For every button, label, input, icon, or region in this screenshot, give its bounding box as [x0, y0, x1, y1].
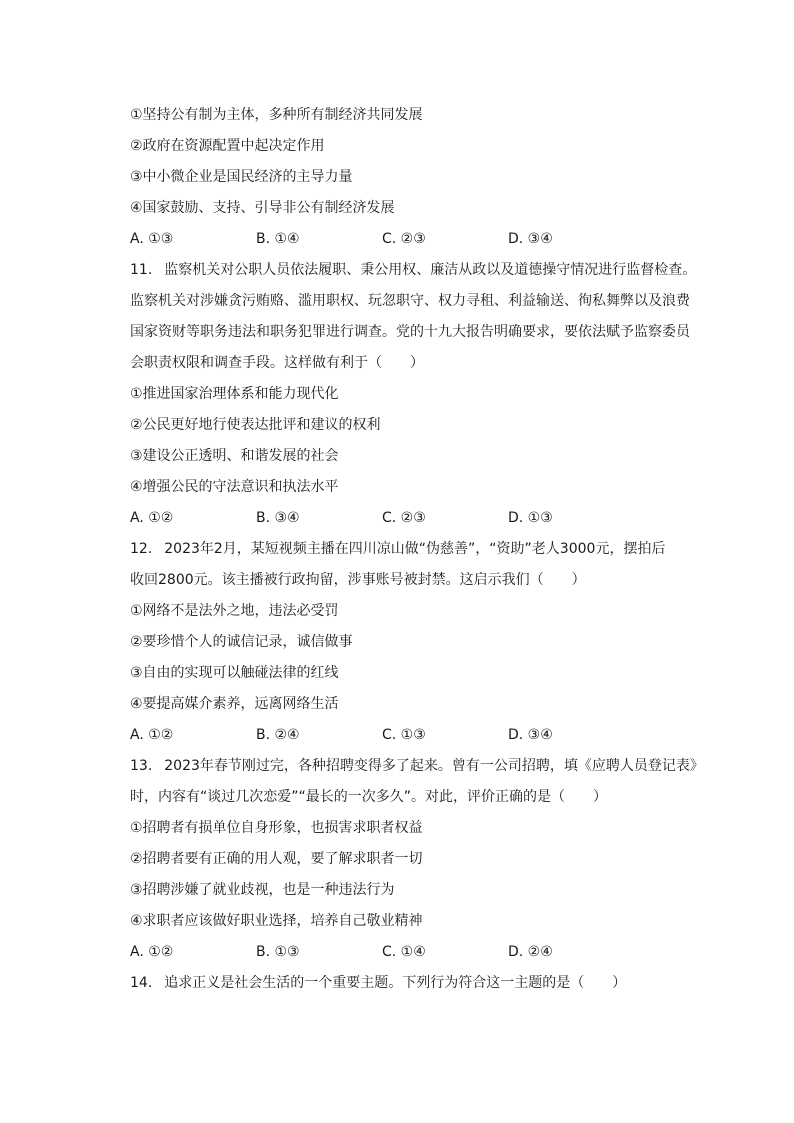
- option-4: ④要提高媒介素养，远离网络生活: [130, 696, 339, 712]
- answer-choices: [130, 224, 700, 255]
- choice-a: A. ①③: [130, 231, 174, 247]
- choice-c: C. ②③: [382, 510, 426, 526]
- choice-d: D. ②④: [508, 944, 553, 960]
- question-number: 13.: [130, 758, 153, 774]
- question-10: [130, 100, 700, 255]
- option-1: ①网络不是法外之地，违法必受罚: [130, 603, 339, 619]
- option-2: ②招聘者要有正确的用人观，要了解求职者一切: [130, 851, 423, 867]
- question-number: 14.: [130, 975, 153, 991]
- question-14: [130, 968, 700, 999]
- choice-a: A. ①②: [130, 727, 174, 743]
- answer-choices: [130, 720, 700, 751]
- choice-b: B. ①③: [256, 944, 300, 960]
- question-stem-line: 收回2800元。该主播被行政拘留，涉事账号被封禁。这启示我们（ ）: [130, 572, 586, 588]
- question-number: 11.: [130, 262, 153, 278]
- choice-d: D. ③④: [508, 231, 553, 247]
- option-4: ④国家鼓励、支持、引导非公有制经济发展: [130, 200, 395, 216]
- choice-c: C. ①③: [382, 727, 426, 743]
- question-stem-line: 14. 追求正义是社会生活的一个重要主题。下列行为符合这一主题的是（ ）: [130, 968, 700, 999]
- option-3: ③自由的实现可以触碰法律的红线: [130, 665, 339, 681]
- question-12: [130, 534, 700, 751]
- question-stem-line: 会职责权限和调查手段。这样做有利于（ ）: [130, 355, 424, 371]
- option-3: ③中小微企业是国民经济的主导力量: [130, 169, 353, 185]
- choice-a: A. ①②: [130, 510, 174, 526]
- exam-page: [130, 100, 704, 999]
- option-4: ④增强公民的守法意识和执法水平: [130, 479, 339, 495]
- question-stem-line: 国家资财等职务违法和职务犯罪进行调查。党的十九大报告明确要求，要依法赋予监察委员: [130, 324, 690, 340]
- choice-d: D. ③④: [508, 727, 553, 743]
- question-stem-line: 11. 监察机关对公职人员依法履职、秉公用权、廉洁从政以及道德操守情况进行监督检查。: [130, 255, 700, 286]
- option-4: ④求职者应该做好职业选择，培养自己敬业精神: [130, 913, 423, 929]
- question-11: [130, 255, 700, 534]
- option-2: ②公民更好地行使表达批评和建议的权利: [130, 417, 381, 433]
- question-stem-line: 13. 2023年春节刚过完，各种招聘变得多了起来。曾有一公司招聘，填《应聘人员登记表》: [130, 751, 700, 782]
- option-2: ②政府在资源配置中起决定作用: [130, 138, 325, 154]
- answer-choices: [130, 937, 700, 968]
- option-3: ③招聘涉嫌了就业歧视，也是一种违法行为: [130, 882, 395, 898]
- choice-b: B. ②④: [256, 727, 300, 743]
- option-2: ②要珍惜个人的诚信记录，诚信做事: [130, 634, 353, 650]
- question-13: [130, 751, 704, 968]
- option-1: ①招聘者有损单位自身形象，也损害求职者权益: [130, 820, 423, 836]
- question-stem-line: 12. 2023年2月，某短视频主播在四川凉山做“伪慈善”，“资助”老人3000元，摆拍后: [130, 534, 700, 565]
- choice-b: B. ③④: [256, 510, 300, 526]
- choice-c: C. ②③: [382, 231, 426, 247]
- choice-a: A. ①②: [130, 944, 174, 960]
- option-1: ①推进国家治理体系和能力现代化: [130, 386, 339, 402]
- choice-c: C. ①④: [382, 944, 426, 960]
- option-3: ③建设公正透明、和谐发展的社会: [130, 448, 339, 464]
- choice-b: B. ①④: [256, 231, 300, 247]
- choice-d: D. ①③: [508, 510, 553, 526]
- question-number: 12.: [130, 541, 153, 557]
- question-stem-line: 时，内容有“谈过几次恋爱”“最长的一次多久”。对此，评价正确的是（ ）: [130, 789, 608, 805]
- option-1: ①坚持公有制为主体，多种所有制经济共同发展: [130, 107, 423, 123]
- answer-choices: [130, 503, 700, 534]
- question-stem-line: 监察机关对涉嫌贪污贿赂、滥用职权、玩忽职守、权力寻租、利益输送、徇私舞弊以及浪费: [130, 293, 690, 309]
